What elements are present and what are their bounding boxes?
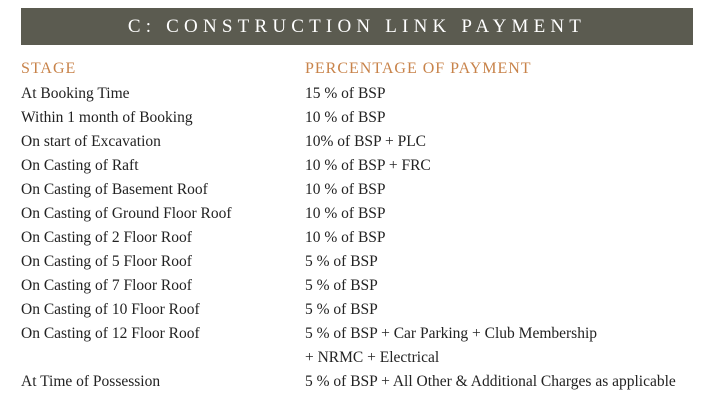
table-row	[0, 324, 703, 348]
payment-cell: 10 % of BSP	[305, 109, 386, 126]
stage-cell: On Casting of Basement Roof	[21, 181, 208, 198]
table-row	[0, 276, 703, 300]
payment-cell: 5 % of BSP + Car Parking + Club Membership	[305, 325, 598, 342]
table-row	[0, 204, 703, 228]
stage-cell: On Casting of Raft	[21, 157, 139, 174]
payment-cell: 10 % of BSP	[305, 181, 386, 198]
stage-cell: On Casting of 10 Floor Roof	[21, 301, 200, 318]
payment-table	[0, 84, 703, 396]
payment-cell: + NRMC + Electrical	[305, 349, 440, 366]
table-row	[0, 84, 703, 108]
payment-cell: 10 % of BSP + FRC	[305, 157, 431, 174]
table-row	[0, 108, 703, 132]
title-banner	[21, 8, 693, 45]
payment-cell: 10 % of BSP	[305, 229, 386, 246]
table-row	[0, 156, 703, 180]
payment-cell: 10% of BSP + PLC	[305, 133, 426, 150]
table-row	[0, 228, 703, 252]
column-header-percentage: PERCENTAGE OF PAYMENT	[305, 60, 532, 77]
stage-cell: On start of Excavation	[21, 133, 161, 150]
stage-cell: Within 1 month of Booking	[21, 109, 193, 126]
table-row	[0, 252, 703, 276]
payment-cell: 10 % of BSP	[305, 205, 386, 222]
payment-cell: 15 % of BSP	[305, 85, 386, 102]
table-row	[0, 180, 703, 204]
page-title: C: CONSTRUCTION LINK PAYMENT	[127, 15, 587, 37]
stage-cell: On Casting of Ground Floor Roof	[21, 205, 232, 222]
table-row-continuation	[0, 348, 703, 372]
table-row	[0, 372, 703, 396]
stage-cell: On Casting of 5 Floor Roof	[21, 253, 192, 270]
payment-cell: 5 % of BSP + All Other & Additional Charges as applicable	[305, 373, 676, 390]
stage-cell: On Casting of 2 Floor Roof	[21, 229, 192, 246]
column-header-stage: STAGE	[21, 60, 77, 77]
payment-cell: 5 % of BSP	[305, 277, 378, 294]
table-row	[0, 300, 703, 324]
payment-cell: 5 % of BSP	[305, 253, 378, 270]
stage-cell: On Casting of 12 Floor Roof	[21, 325, 200, 342]
stage-cell: At Time of Possession	[21, 373, 161, 390]
payment-cell: 5 % of BSP	[305, 301, 378, 318]
stage-cell: At Booking Time	[21, 85, 130, 102]
table-row	[0, 132, 703, 156]
stage-cell: On Casting of 7 Floor Roof	[21, 277, 192, 294]
